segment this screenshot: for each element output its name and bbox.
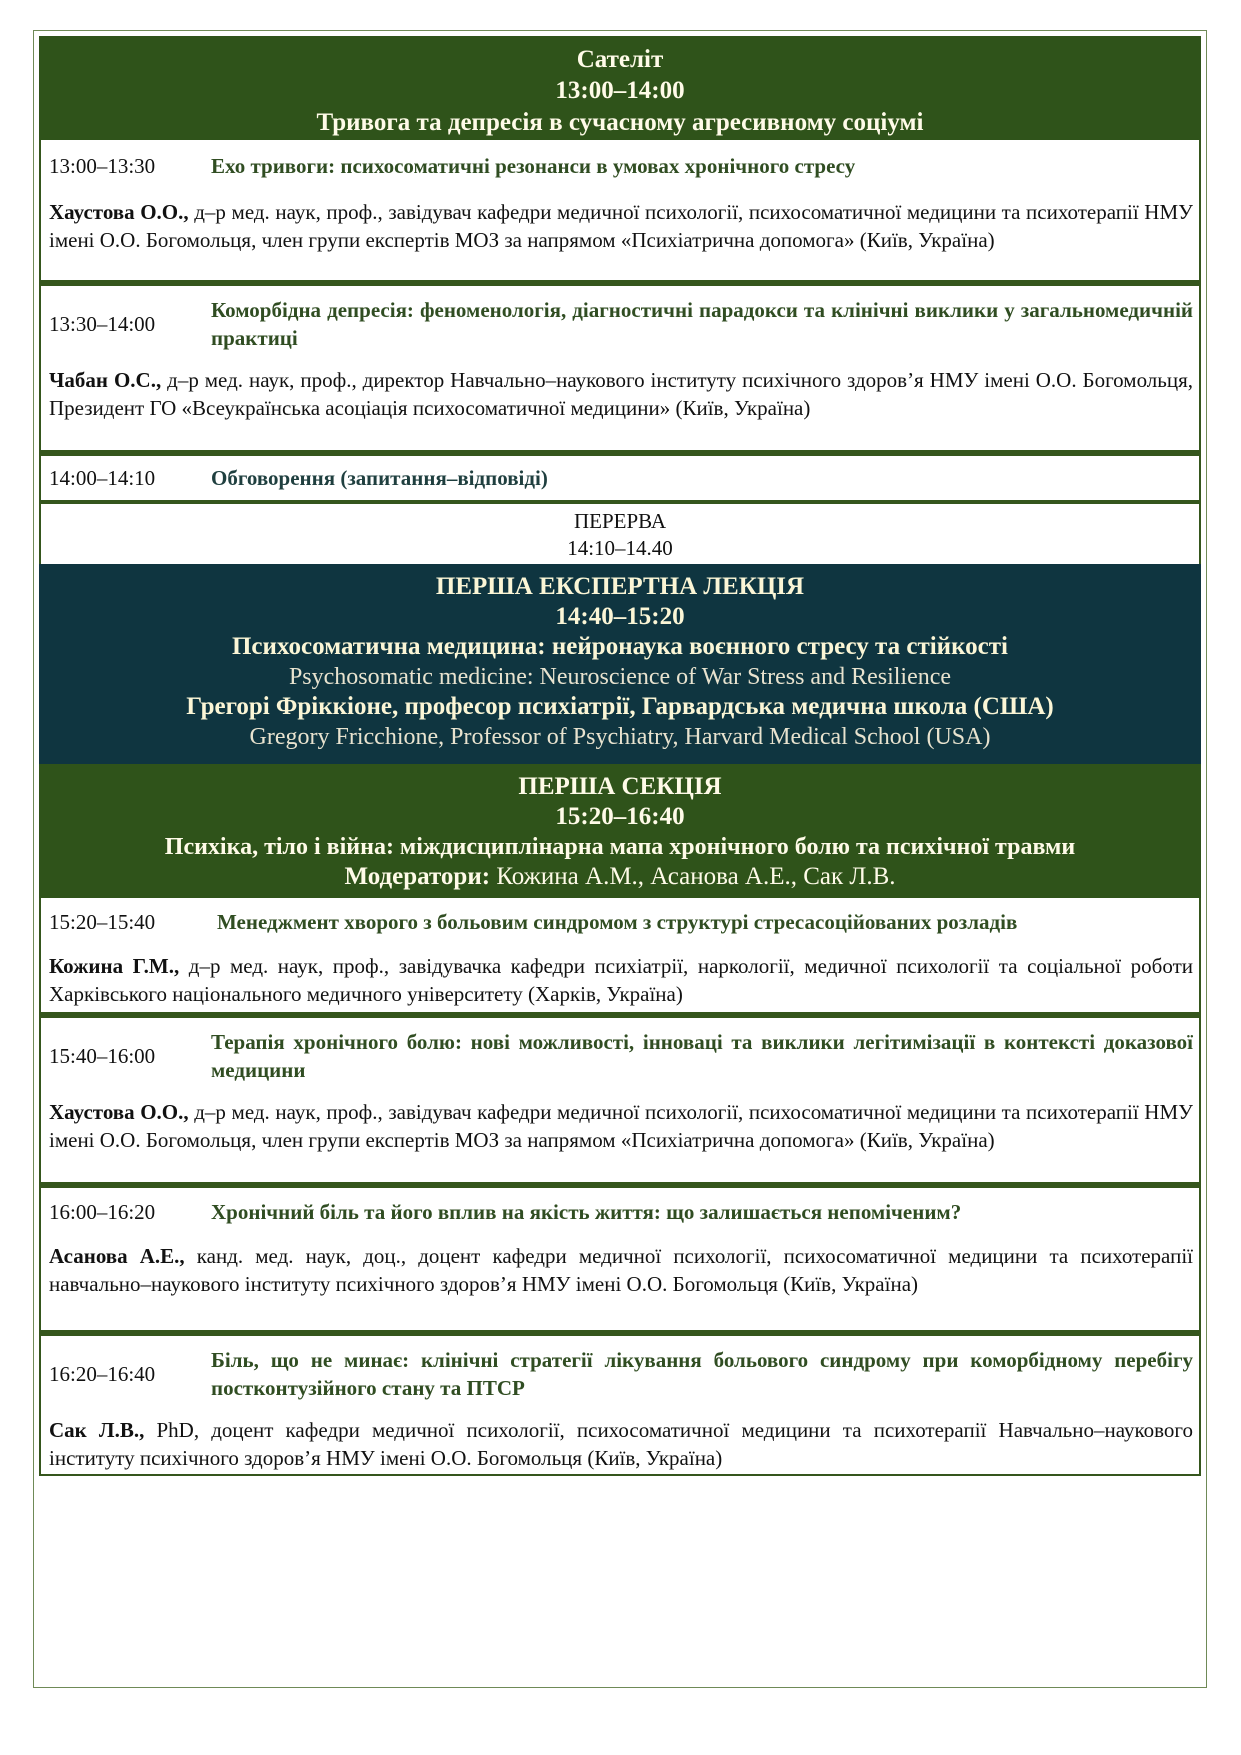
moderators-names: Кожина А.М., Асанова А.Е., Сак Л.В. bbox=[490, 863, 896, 890]
talk-speaker bbox=[49, 1242, 1193, 1298]
talk-row bbox=[39, 1336, 1201, 1476]
talk-row bbox=[39, 286, 1201, 450]
talk-speaker bbox=[49, 1416, 1193, 1472]
talk-head bbox=[49, 1028, 1193, 1084]
talk-row bbox=[39, 1018, 1201, 1182]
lecture-time: 14:40–15:20 bbox=[555, 603, 685, 630]
satellite-label: Сателіт bbox=[576, 46, 664, 73]
section-moderators bbox=[39, 862, 1201, 892]
lecture-title-en: Psychosomatic medicine: Neuroscience of War Stress and Resilience bbox=[288, 664, 952, 690]
break-time: 14:10–14.40 bbox=[567, 536, 673, 560]
lecture-speaker-uk: Грегорі Фріккіоне, професор психіатрії, Гарвардська медична школа (США) bbox=[186, 693, 1054, 720]
break-block bbox=[39, 504, 1201, 564]
talk-title: Біль, що не минає: клінічні стратегії лікування больового синдрому при коморбідному перебігу постконтузійного стану та ПТСР bbox=[211, 1348, 1193, 1400]
lecture-header bbox=[39, 564, 1201, 764]
talk-speaker bbox=[49, 366, 1193, 422]
program-inner bbox=[39, 36, 1201, 1682]
speaker-info: канд. мед. наук, доц., доцент кафедри медичної психології, психосоматичної медицини та психотерапії навчально–наукового інституту психічного здоров’я НМУ імені О.О. Богомольця (Київ, Україна) bbox=[49, 1244, 1194, 1296]
talk-head bbox=[49, 296, 1193, 352]
satellite-title: Тривога та депресія в сучасному агресивному соціумі bbox=[316, 109, 924, 136]
talk-title: Терапія хронічного болю: нові можливості, інноваці та виклики легітимізації в контексті доказової медицини bbox=[211, 1030, 1193, 1082]
talk-time: 13:00–13:30 bbox=[49, 154, 156, 178]
talk-title: Менеджмент хворого з больовим синдромом з структурі стресасоційованих розладів bbox=[217, 910, 1018, 934]
section-label: ПЕРША СЕКЦІЯ bbox=[518, 773, 722, 800]
discussion-title: Обговорення (запитання–відповіді) bbox=[211, 466, 548, 490]
lecture-label: ПЕРША ЕКСПЕРТНА ЛЕКЦІЯ bbox=[435, 573, 805, 600]
talk-title: Хронічний біль та його вплив на якість життя: що залишається непоміченим? bbox=[211, 1200, 962, 1224]
speaker-name: Сак Л.В., bbox=[49, 1418, 145, 1442]
speaker-info: д–р мед. наук, проф., завідувачка кафедри психіатрії, наркології, медичної психології та соціальної роботи Харківського національного медичного університету (Харків, Україна) bbox=[49, 954, 1193, 1006]
talk-speaker bbox=[49, 952, 1193, 1008]
talk-time: 15:40–16:00 bbox=[49, 1044, 156, 1068]
talk-row bbox=[39, 1188, 1201, 1330]
talk-time: 13:30–14:00 bbox=[49, 312, 156, 336]
talk-title: Ехо тривоги: психосоматичні резонанси в умовах хронічного стресу bbox=[211, 154, 856, 178]
talk-head bbox=[49, 908, 1193, 936]
speaker-info: PhD, доцент кафедри медичної психології, психосоматичної медицини та психотерапії Навчально–наукового інституту психічного здоров’я НМУ імені О.О. Богомольця (Київ, Україна) bbox=[49, 1418, 1193, 1470]
talk-time: 16:00–16:20 bbox=[49, 1200, 156, 1224]
talk-time: 15:20–15:40 bbox=[49, 910, 156, 934]
discussion-row bbox=[39, 456, 1201, 500]
speaker-info: д–р мед. наук, проф., завідувач кафедри медичної психології, психосоматичної медицини та психотерапії НМУ імені О.О. Богомольця, член групи експертів МОЗ за напрямом «Психіатрична допомога» (Київ, Україна) bbox=[49, 200, 1193, 252]
discussion-time: 14:00–14:10 bbox=[49, 466, 156, 490]
talk-title: Коморбідна депресія: феноменологія, діагностичні парадокси та клінічні виклики у загальномедичній практиці bbox=[211, 298, 1193, 350]
talk-row bbox=[39, 140, 1201, 280]
speaker-name: Хаустова О.О., bbox=[49, 1100, 189, 1124]
lecture-speaker-en: Gregory Fricchione, Professor of Psychiatry, Harvard Medical School (USA) bbox=[249, 724, 991, 750]
speaker-name: Хаустова О.О., bbox=[49, 200, 189, 224]
talk-speaker bbox=[49, 1098, 1193, 1154]
talk-head bbox=[49, 152, 1193, 180]
speaker-name: Кожина Г.М., bbox=[49, 954, 180, 978]
speaker-name: Чабан О.С., bbox=[49, 368, 162, 392]
satellite-header bbox=[39, 36, 1201, 140]
break-label: ПЕРЕРВА bbox=[573, 509, 667, 533]
speaker-info: д–р мед. наук, проф., директор Навчально–наукового інституту психічного здоров’я НМУ імені О.О. Богомольця, Президент ГО «Всеукраїнська асоціація психосоматичної медицини» (Київ, Україна) bbox=[49, 368, 1193, 420]
section-header bbox=[39, 764, 1201, 898]
section-time: 15:20–16:40 bbox=[555, 803, 685, 830]
speaker-info: д–р мед. наук, проф., завідувач кафедри медичної психології, психосоматичної медицини та психотерапії НМУ імені О.О. Богомольця, член групи експертів МОЗ за напрямом «Психіатрична допомога» (Київ, Україна) bbox=[49, 1100, 1193, 1152]
program-frame bbox=[33, 30, 1207, 1688]
satellite-time: 13:00–14:00 bbox=[555, 77, 685, 104]
discussion-head bbox=[49, 464, 1193, 492]
talk-row bbox=[39, 898, 1201, 1012]
speaker-name: Асанова А.Е., bbox=[49, 1244, 185, 1268]
section-title: Психіка, тіло і війна: міждисциплінарна мапа хронічного болю та психічної травми bbox=[164, 834, 1076, 860]
talk-head bbox=[49, 1346, 1193, 1402]
talk-time: 16:20–16:40 bbox=[49, 1362, 156, 1386]
moderators-label: Модератори: bbox=[344, 863, 491, 890]
talk-speaker bbox=[49, 198, 1193, 254]
talk-head bbox=[49, 1198, 1193, 1226]
lecture-title-uk: Психосоматична медицина: нейронаука воєнного стресу та стійкості bbox=[231, 633, 1008, 660]
